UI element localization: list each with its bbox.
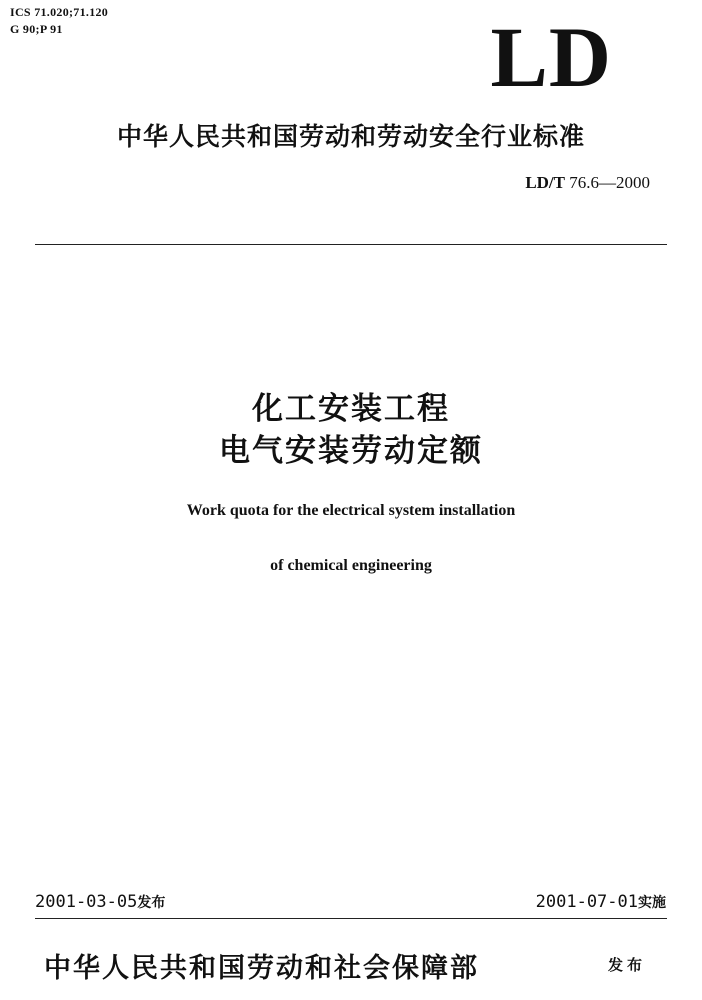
title-en-line1: Work quota for the electrical system installation (186, 502, 516, 519)
ics-code: ICS 71.020;71.120 (10, 5, 109, 19)
issue-label: 发布 (608, 956, 647, 974)
title-cn-line1: 化工安装工程 (252, 391, 450, 427)
standard-code-number: 76.6—2000 (569, 173, 650, 192)
industry-standard-heading: 中华人民共和国劳动和劳动安全行业标准 (116, 122, 585, 151)
classification-code: G 90;P 91 (10, 22, 63, 36)
standard-code (525, 173, 650, 193)
ld-logo: LD (490, 9, 612, 105)
release-date (35, 892, 165, 912)
implementation-date (536, 892, 666, 912)
release-label: 发布 (137, 895, 166, 911)
standard-code-prefix: LD/T (525, 173, 565, 192)
bottom-divider (35, 918, 667, 919)
release-date-value: 2001-03-05 (35, 892, 138, 912)
title-cn-line2: 电气安装劳动定额 (219, 433, 483, 469)
implementation-label: 实施 (638, 895, 666, 911)
issuing-authority: 中华人民共和国劳动和社会保障部 (44, 953, 479, 984)
implementation-date-value: 2001-07-01 (535, 892, 638, 912)
title-en-line2: of chemical engineering (270, 557, 432, 574)
top-divider (35, 244, 667, 245)
